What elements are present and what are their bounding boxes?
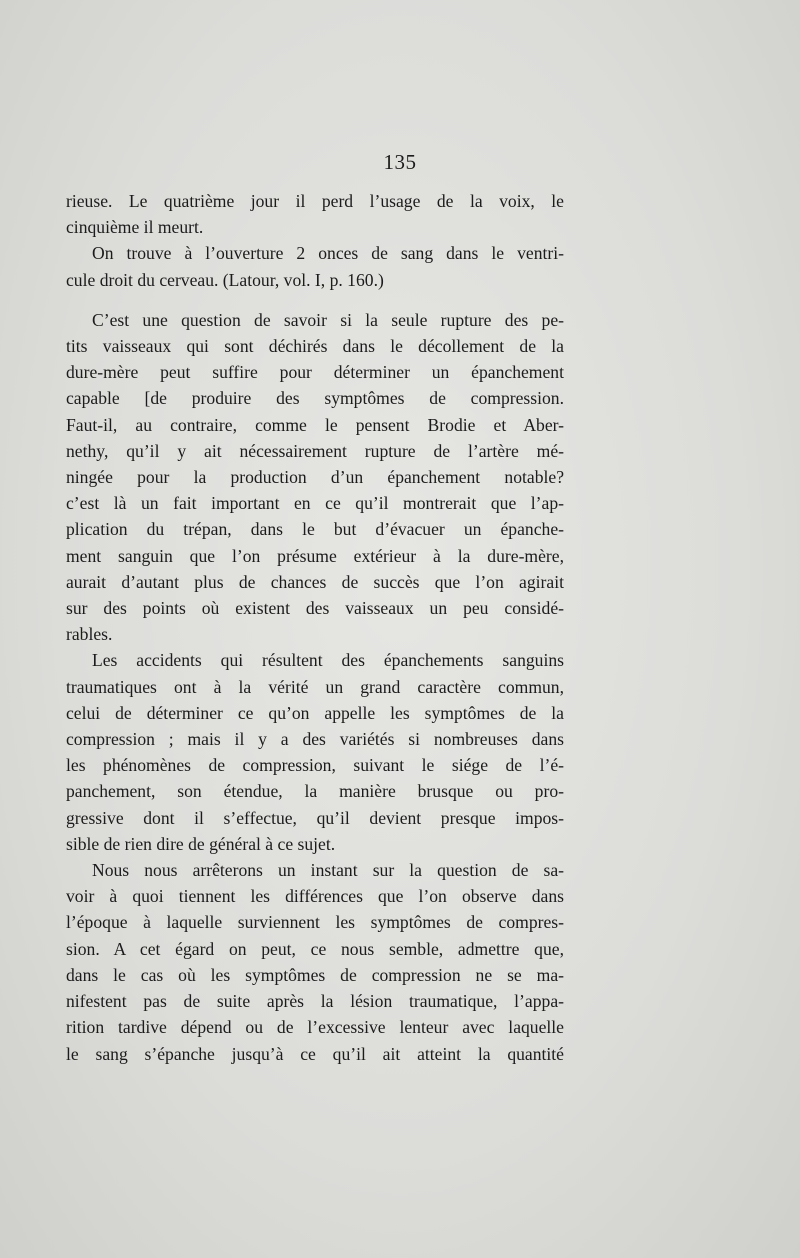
paragraph	[66, 647, 564, 857]
text-line: celui de déterminer ce qu’on appelle les symptômes de la	[66, 702, 564, 723]
text-line: cule droit du cerveau. (Latour, vol. I, p. 160.)	[66, 269, 384, 290]
text-line: C’est une question de savoir si la seule rupture des pe-	[92, 309, 564, 330]
text-line: nifestent pas de suite après la lésion traumatique, l’appa-	[66, 991, 564, 1012]
paragraph	[66, 188, 564, 240]
text-line: plication du trépan, dans le but d’évacuer un épanche-	[66, 519, 564, 540]
paragraph	[66, 240, 564, 292]
text-line: traumatiques ont à la vérité un grand caractère commun,	[66, 676, 564, 697]
text-line: le sang s’épanche jusqu’à ce qu’il ait atteint la quantité	[66, 1043, 564, 1064]
text-line: tits vaisseaux qui sont déchirés dans le décollement de la	[66, 336, 564, 357]
text-line: ment sanguin que l’on présume extérieur à la dure-mère,	[66, 545, 564, 566]
text-line: cinquième il meurt.	[66, 217, 204, 238]
text-line: Faut-il, au contraire, comme le pensent Brodie et Aber-	[66, 414, 564, 435]
text-line: compression ; mais il y a des variétés si nombreuses dans	[66, 729, 564, 750]
text-line: Nous nous arrêterons un instant sur la question de sa-	[92, 860, 564, 881]
text-line: l’époque à laquelle surviennent les symptômes de compres-	[66, 912, 564, 933]
text-line: rables.	[66, 624, 113, 645]
text-line: nethy, qu’il y ait nécessairement rupture de l’artère mé-	[66, 440, 564, 461]
text-line: sur des points où existent des vaisseaux un peu considé-	[66, 598, 564, 619]
paragraph	[66, 307, 564, 648]
text-line: rition tardive dépend ou de l’excessive lenteur avec laquelle	[66, 1017, 564, 1038]
text-line: On trouve à l’ouverture 2 onces de sang dans le ventri-	[92, 243, 564, 264]
text-line: dure-mère peut suffire pour déterminer un épanchement	[66, 362, 564, 383]
text-line: c’est là un fait important en ce qu’il montrerait que l’ap-	[66, 493, 564, 514]
text-line: les phénomènes de compression, suivant le siége de l’é-	[66, 755, 564, 776]
text-line: voir à quoi tiennent les différences que l’on observe dans	[66, 886, 564, 907]
text-line: sion. A cet égard on peut, ce nous semble, admettre que,	[66, 938, 564, 959]
text-line: ningée pour la production d’un épanchement notable?	[66, 467, 564, 488]
text-line: rieuse. Le quatrième jour il perd l’usage de la voix, le	[66, 191, 564, 211]
text-line: gressive dont il s’effectue, qu’il devient presque impos-	[66, 807, 564, 828]
paragraph	[66, 857, 564, 1067]
text-line: capable [de produire des symptômes de compression.	[66, 388, 564, 409]
text-line: dans le cas où les symptômes de compression ne se ma-	[66, 964, 564, 985]
text-line: sible de rien dire de général à ce sujet.	[66, 833, 336, 854]
text-line: Les accidents qui résultent des épanchements sanguins	[92, 650, 564, 671]
body-text	[66, 188, 564, 1067]
page-number: 135	[383, 150, 417, 174]
text-line: aurait d’autant plus de chances de succès que l’on agirait	[66, 571, 564, 592]
text-line: panchement, son étendue, la manière brusque ou pro-	[66, 781, 564, 802]
